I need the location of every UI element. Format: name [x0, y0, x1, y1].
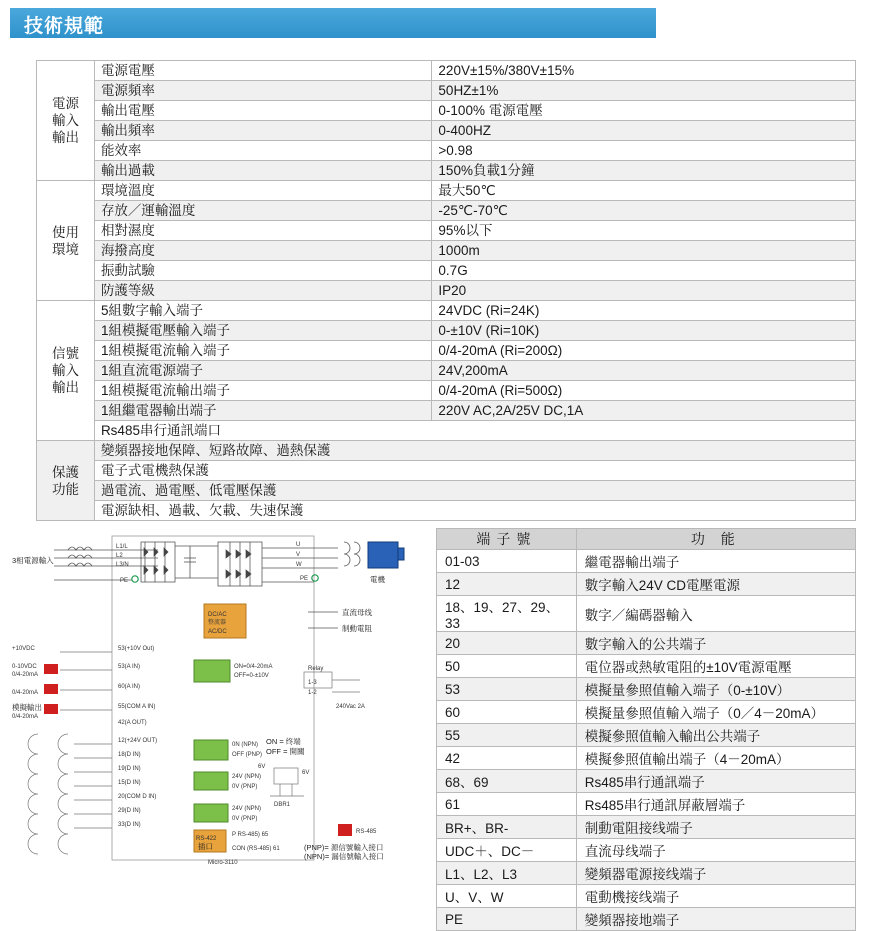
table-row [437, 839, 856, 862]
spec-value: 0/4-20mA (Ri=500Ω) [432, 381, 856, 401]
spec-value: 0/4-20mA (Ri=200Ω) [432, 341, 856, 361]
terminal-33-label: 33(D IN) [118, 822, 141, 828]
dip-switch-digital-3 [194, 804, 228, 822]
motor-symbol [368, 542, 398, 568]
analog-input-voltage-label: 0-10VDC [12, 664, 37, 670]
table-row [37, 501, 856, 521]
terminal-42-label: 42(A OUT) [118, 720, 147, 726]
spec-item: 1組繼電器輸出端子 [94, 401, 431, 421]
page-title-bar [10, 8, 886, 38]
spec-item: 1組直流電源端子 [94, 361, 431, 381]
terminal-id: 68、69 [437, 770, 577, 793]
spec-value: IP20 [432, 281, 856, 301]
terminal-id: 61 [437, 793, 577, 816]
spec-item: 電源頻率 [94, 81, 431, 101]
svg-text:整流器: 整流器 [208, 620, 227, 626]
terminal-18-label: 18(D IN) [118, 752, 141, 758]
spec-item: 1組模擬電流輸入端子 [94, 341, 431, 361]
spec-value: 150%負載1分鐘 [432, 161, 856, 181]
wiring-diagram [8, 528, 428, 868]
spec-item: 5組數字輸入端子 [94, 301, 431, 321]
terminal-function: Rs485串行通訊屏蔽層端子 [576, 793, 855, 816]
svg-text:0V (PNP): 0V (PNP) [232, 784, 258, 790]
table-row [437, 862, 856, 885]
diagram-footer-label: Micro-3110 [208, 860, 238, 866]
motor-w-label: W [296, 562, 302, 568]
table-row [437, 550, 856, 573]
rs485-port-label: P RS-485) 65 [232, 832, 269, 838]
svg-text:0N (NPN): 0N (NPN) [232, 742, 259, 748]
spec-item: 電子式電機熱保護 [94, 461, 855, 481]
table-row [37, 361, 856, 381]
terminal-function: 模擬量參照值輸入端子（0-±10V） [576, 678, 855, 701]
terminal-id: 60 [437, 701, 577, 724]
spec-item: 相對濕度 [94, 221, 431, 241]
table-row [37, 421, 856, 441]
ten-volt-label: +10VDC [12, 646, 35, 652]
spec-item: 1組模擬電壓輸入端子 [94, 321, 431, 341]
terminal-function-table-wrapper [436, 528, 856, 931]
spec-item: 海撥高度 [94, 241, 431, 261]
terminal-function: 模擬參照值輸入輸出公共端子 [576, 724, 855, 747]
dip-switch-analog [194, 660, 230, 682]
spec-item: 輸出過載 [94, 161, 431, 181]
table-row [37, 81, 856, 101]
terminal-function: 模擬量參照值輸入端子（0／4－20mA） [576, 701, 855, 724]
pnp-note-line1: (PNP)= 源信號輸入接口 [304, 843, 384, 852]
spec-value: 1000m [432, 241, 856, 261]
spec-value: 24VDC (Ri=24K) [432, 301, 856, 321]
terminal-function: 變頻器電源接线端子 [576, 862, 855, 885]
spec-value: 0.7G [432, 261, 856, 281]
spec-item: 電源電壓 [94, 61, 431, 81]
spec-item: 電源缺相、過載、欠載、失速保護 [94, 501, 855, 521]
table-row [37, 181, 856, 201]
ground-symbol-left [132, 576, 138, 582]
ground-symbol-right [312, 575, 318, 581]
terminal-function: 繼電器輸出端子 [576, 550, 855, 573]
brake-resistor-label: 制動電阻 [342, 624, 372, 633]
table-row [437, 678, 856, 701]
table-row [37, 381, 856, 401]
terminal-id: 55 [437, 724, 577, 747]
terminal-id: 12 [437, 573, 577, 596]
spec-item: 變頻器接地保障、短路故障、過熱保護 [94, 441, 855, 461]
svg-text:DBR1: DBR1 [274, 802, 291, 808]
terminal-id: L1、L2、L3 [437, 862, 577, 885]
spec-category-protection: 保護 功能 [37, 441, 95, 521]
table-row [37, 301, 856, 321]
spec-value: 24V,200mA [432, 361, 856, 381]
terminal-l1-label: L1/L [116, 544, 128, 550]
terminal-id: 01-03 [437, 550, 577, 573]
terminal-function: 變頻器接地端子 [576, 908, 855, 931]
spec-item: 環境溫度 [94, 181, 431, 201]
terminal-id: 42 [437, 747, 577, 770]
table-row [37, 201, 856, 221]
terminal-id: PE [437, 908, 577, 931]
terminal-function-table [436, 528, 856, 931]
dc-bus-label: 直流母线 [342, 608, 372, 617]
terminal-12-label: 12(+24V OUT) [118, 738, 158, 744]
relay-label: Relay [308, 666, 324, 672]
table-row [37, 141, 856, 161]
table-row [37, 61, 856, 81]
spec-value: 50HZ±1% [432, 81, 856, 101]
spec-value: -25℃-70℃ [432, 201, 856, 221]
terminal-block-ao [44, 704, 58, 714]
spec-value: 0-±10V (Ri=10K) [432, 321, 856, 341]
table-row [37, 401, 856, 421]
svg-text:0V (PNP): 0V (PNP) [232, 816, 258, 822]
terminal-pe-right-label: PE [300, 576, 309, 582]
terminal-function: 直流母线端子 [576, 839, 855, 862]
dip-switch-digital-1 [194, 740, 228, 760]
analog-input-current-label: 0/4-20mA [12, 690, 39, 696]
spec-category-power: 電源 輸入 輸出 [37, 61, 95, 181]
svg-text:RS-422: RS-422 [196, 836, 217, 842]
table-row [437, 770, 856, 793]
dip-switch-digital-2 [194, 772, 228, 790]
spec-value: 0-400HZ [432, 121, 856, 141]
spec-item: 1組模擬電流輸出端子 [94, 381, 431, 401]
relay-rating-label: 240Vac 2A [336, 704, 365, 710]
terminal-function: 數字／編碼器輸入 [576, 596, 855, 632]
table-row [437, 793, 856, 816]
terminal-header: 端子號 [437, 529, 577, 550]
spec-category-environment: 使用 環境 [37, 181, 95, 301]
terminal-60-label: 60(A IN) [118, 684, 141, 690]
spec-value: 220V±15%/380V±15% [432, 61, 856, 81]
spec-item: 能效率 [94, 141, 431, 161]
svg-text:0/4-20mA: 0/4-20mA [12, 714, 39, 720]
rs485-label: RS-485 [356, 829, 377, 835]
spec-value: >0.98 [432, 141, 856, 161]
table-row [37, 241, 856, 261]
terminal-function: 制動電阻接线端子 [576, 816, 855, 839]
spec-value: 95%以下 [432, 221, 856, 241]
terminal-15-label: 15(D IN) [118, 780, 141, 786]
terminal-function: 數字輸入24V CD電壓電源 [576, 573, 855, 596]
table-row [437, 701, 856, 724]
terminal-function: 電位器或熱敏電阻的±10V電源電壓 [576, 655, 855, 678]
spec-value: 最大50℃ [432, 181, 856, 201]
spec-item: 振動試驗 [94, 261, 431, 281]
svg-text:插口: 插口 [198, 842, 213, 851]
spec-item: 防護等級 [94, 281, 431, 301]
table-row [37, 321, 856, 341]
spec-item: 過電流、過電壓、低電壓保護 [94, 481, 855, 501]
table-row [37, 481, 856, 501]
terminal-block-ai-i [44, 684, 58, 694]
svg-text:0/4-20mA: 0/4-20mA [12, 672, 39, 678]
svg-text:1-3: 1-3 [308, 680, 317, 686]
table-row [437, 747, 856, 770]
table-row [37, 161, 856, 181]
svg-text:6V: 6V [258, 764, 266, 770]
table-row [37, 101, 856, 121]
motor-u-label: U [296, 542, 301, 548]
table-row [37, 341, 856, 361]
title-bar-tail [656, 8, 886, 38]
table-row [37, 261, 856, 281]
page-title: 技術規範 [24, 16, 105, 37]
svg-text:24V (NPN): 24V (NPN) [232, 774, 262, 780]
terminal-function: Rs485串行通訊端子 [576, 770, 855, 793]
table-row [437, 573, 856, 596]
svg-text:OFF = 開關: OFF = 開關 [266, 747, 305, 756]
terminal-pe-left-label: PE [120, 578, 129, 584]
spec-value: 0-100% 電源電壓 [432, 101, 856, 121]
terminal-id: 50 [437, 655, 577, 678]
table-row [437, 816, 856, 839]
input-source-label: 3相電源輸入 [12, 556, 54, 565]
pnp-note-line2: (NPN)= 漏信號輸入接口 [304, 852, 384, 861]
terminal-function: 電動機接线端子 [576, 885, 855, 908]
spec-item: 輸出頻率 [94, 121, 431, 141]
table-row [37, 121, 856, 141]
spec-item: 輸出電壓 [94, 101, 431, 121]
dip-on-label: ON=0/4-20mA [234, 664, 273, 670]
spec-value: 220V AC,2A/25V DC,1A [432, 401, 856, 421]
terminal-20-label: 20(COM D IN) [118, 794, 157, 800]
table-row [437, 655, 856, 678]
svg-text:OFF (PNP): OFF (PNP) [232, 752, 262, 758]
motor-label: 電機 [370, 575, 385, 584]
table-header-row [437, 529, 856, 550]
terminal-l2-label: L2 [116, 553, 123, 559]
table-row [37, 281, 856, 301]
terminal-block-ai-v [44, 664, 58, 674]
svg-text:6V: 6V [302, 770, 310, 776]
table-row [437, 632, 856, 655]
table-row [437, 596, 856, 632]
terminal-switch-note: ON = 终端 [266, 737, 301, 746]
terminal-id: BR+、BR- [437, 816, 577, 839]
spec-category-signal: 信號 輸入 輸出 [37, 301, 95, 441]
dip-off-label: OFF=0-±10V [234, 673, 269, 679]
terminal-l3-label: L3/N [116, 562, 129, 568]
svg-text:AC/DC: AC/DC [208, 629, 227, 635]
table-row [437, 885, 856, 908]
terminal-id: U、V、W [437, 885, 577, 908]
table-row [37, 441, 856, 461]
terminal-id: 20 [437, 632, 577, 655]
terminal-function: 數字輸入的公共端子 [576, 632, 855, 655]
terminal-id: 53 [437, 678, 577, 701]
terminal-function: 模擬參照值輸出端子（4－20mA） [576, 747, 855, 770]
svg-text:DC/AC: DC/AC [208, 612, 227, 618]
table-row [437, 908, 856, 931]
terminal-id: 18、19、27、29、33 [437, 596, 577, 632]
terminal-53-out-label: 53(+10V Out) [118, 646, 155, 652]
con-rs485-label: CON (RS-485) 61 [232, 846, 280, 852]
spec-item: 存放／運輸溫度 [94, 201, 431, 221]
table-row [37, 461, 856, 481]
specification-table [36, 60, 856, 521]
motor-v-label: V [296, 552, 301, 558]
analog-output-label: 模擬輸出 [12, 703, 42, 712]
svg-text:24V (NPN): 24V (NPN) [232, 806, 262, 812]
svg-text:1-2: 1-2 [308, 690, 317, 696]
terminal-19-label: 19(D IN) [118, 766, 141, 772]
terminal-29-label: 29(D IN) [118, 808, 141, 814]
terminal-55-label: 55(COM A IN) [118, 704, 156, 710]
rs485-terminal-block [338, 824, 352, 836]
terminal-53-label: 53(A IN) [118, 664, 141, 670]
table-row [437, 724, 856, 747]
spec-item: Rs485串行通訊端口 [94, 421, 855, 441]
function-header: 功 能 [576, 529, 855, 550]
terminal-id: UDC＋、DC－ [437, 839, 577, 862]
table-row [37, 221, 856, 241]
